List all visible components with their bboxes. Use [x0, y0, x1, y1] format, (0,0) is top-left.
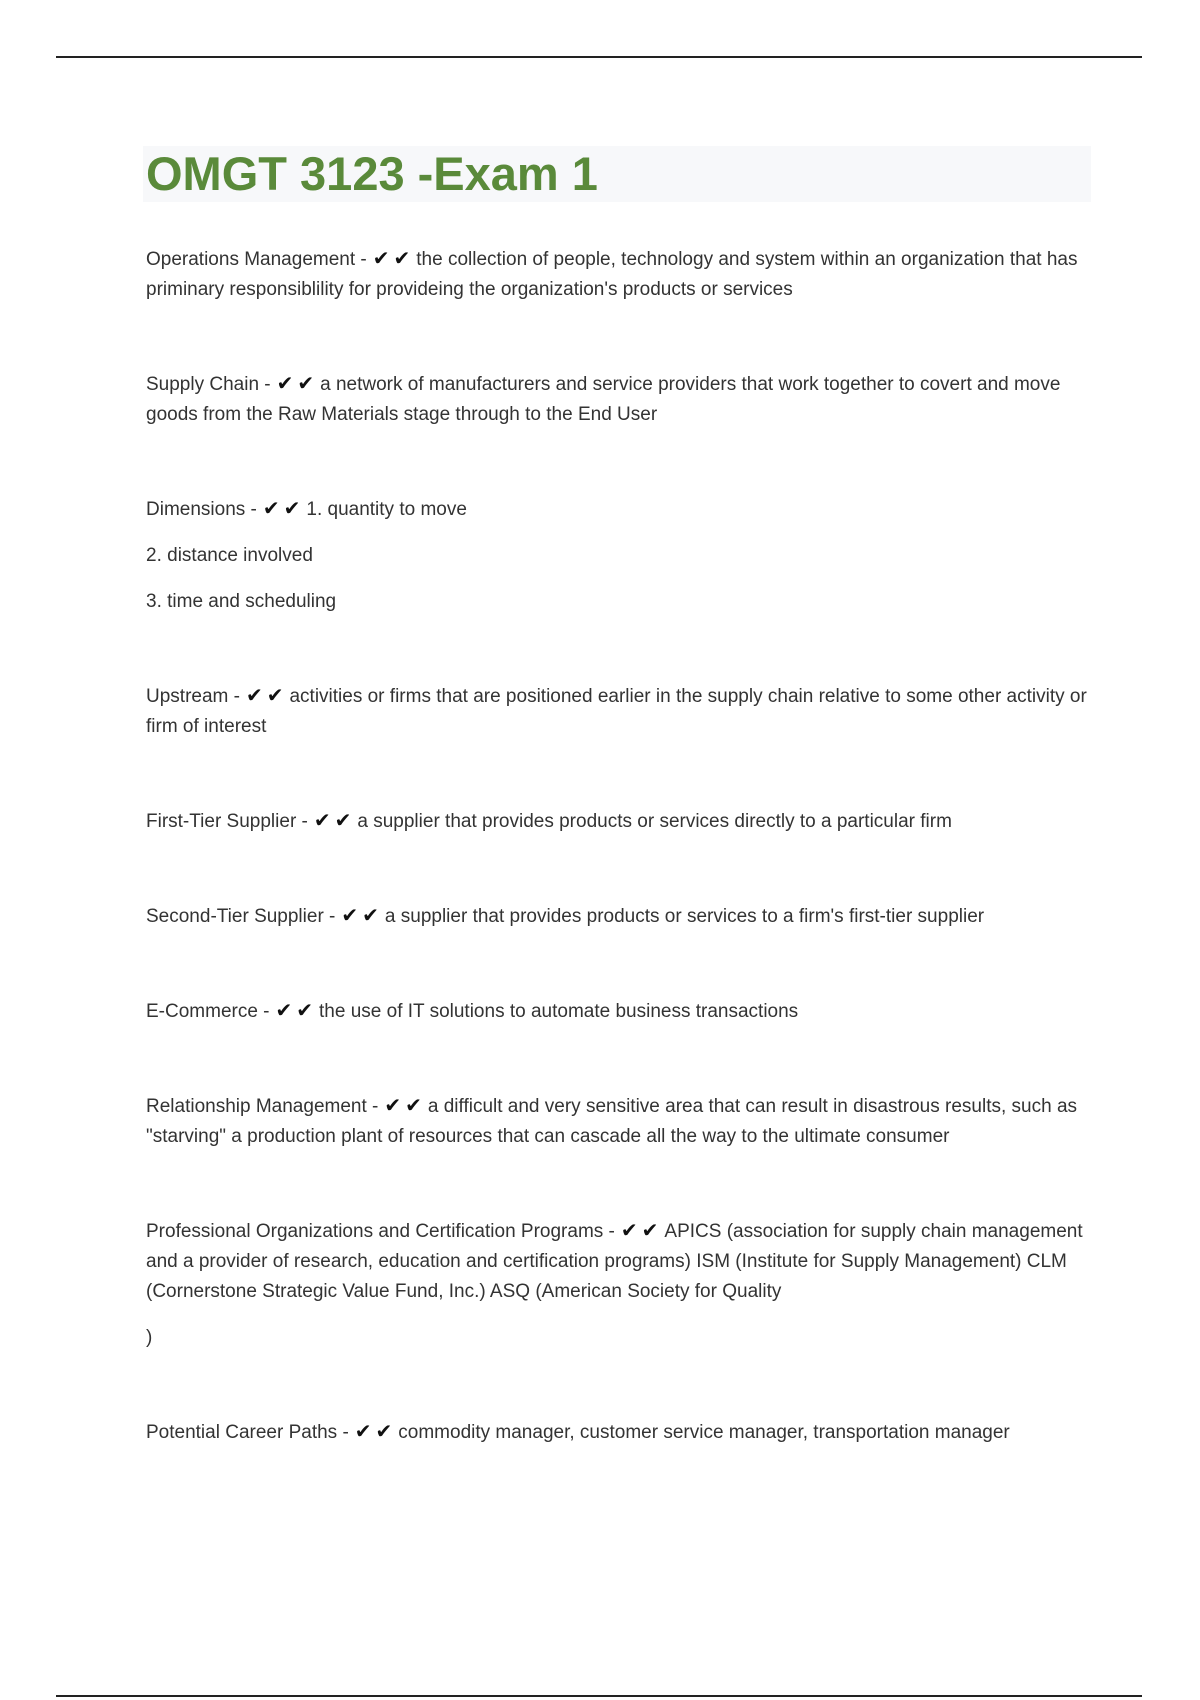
entry-term: Professional Organizations and Certification Programs -: [146, 1221, 615, 1242]
double-check-icon: ✔✔: [313, 808, 356, 832]
entry-upstream: [146, 680, 1096, 742]
double-check-icon: ✔✔: [372, 246, 415, 270]
entry-definition: the collection of people, technology and system within an organization that has priminary responsiblility for provideing the organization's products or services: [146, 249, 1078, 300]
entry-definition: activities or firms that are positioned earlier in the supply chain relative to some other activity or firm of interest: [146, 686, 1087, 737]
entry-dimensions: [146, 493, 1096, 617]
double-check-icon: ✔✔: [275, 998, 318, 1022]
entry-professional-organizations: [146, 1215, 1096, 1353]
double-check-icon: ✔✔: [620, 1218, 663, 1242]
entry-term: Second-Tier Supplier -: [146, 906, 336, 927]
double-check-icon: ✔✔: [262, 496, 305, 520]
entry-definition: a supplier that provides products or services to a firm's first-tier supplier: [384, 906, 985, 927]
entry-relationship-management: [146, 1090, 1096, 1152]
entry-term: Relationship Management -: [146, 1096, 379, 1117]
entry-term: First-Tier Supplier -: [146, 811, 308, 832]
entry-term: E-Commerce -: [146, 1001, 270, 1022]
entry-term: Dimensions -: [146, 499, 257, 520]
entry-potential-career-paths: [146, 1416, 1096, 1448]
top-rule: [56, 56, 1142, 58]
entry-e-commerce: [146, 995, 1096, 1027]
entry-definition: the use of IT solutions to automate business transactions: [319, 1001, 799, 1022]
entry-term: Supply Chain -: [146, 374, 271, 395]
entry-extra-line: 2. distance involved: [146, 545, 313, 566]
entries-list: [146, 243, 1096, 1448]
double-check-icon: ✔✔: [384, 1093, 426, 1117]
entry-definition: APICS (association for supply chain management and a provider of research, education and certification programs) ISM (Institute for Supply Management) CLM (Cornerstone Strategic Value Fund, Inc.) ASQ (American Society for Quality: [146, 1221, 1083, 1302]
entry-definition: a difficult and very sensitive area that can result in disastrous results, such as "starving" a production plant of resources that can cascade all the way to the ultimate consumer: [146, 1096, 1078, 1147]
entry-term: Potential Career Paths -: [146, 1422, 349, 1443]
entry-first-tier-supplier: [146, 805, 1096, 837]
bottom-rule: [56, 1695, 1142, 1697]
entry-extra-line: 3. time and scheduling: [146, 591, 337, 612]
entry-definition: commodity manager, customer service manager, transportation manager: [398, 1422, 1010, 1443]
entry-extra-line: ): [146, 1327, 153, 1348]
entry-definition: 1. quantity to move: [306, 499, 467, 520]
entry-term: Upstream -: [146, 686, 240, 707]
entry-definition: a supplier that provides products or services directly to a particular firm: [357, 811, 952, 832]
entry-second-tier-supplier: [146, 900, 1096, 932]
double-check-icon: ✔✔: [341, 903, 383, 927]
entry-supply-chain: [146, 368, 1096, 430]
entry-term: Operations Management -: [146, 249, 367, 270]
entry-definition: a network of manufacturers and service providers that work together to covert and move goods from the Raw Materials stage through to the End User: [146, 374, 1061, 425]
entry-operations-management: [146, 243, 1096, 305]
page-title: OMGT 3123 -Exam 1: [146, 147, 598, 200]
double-check-icon: ✔✔: [354, 1419, 397, 1443]
double-check-icon: ✔✔: [245, 683, 288, 707]
double-check-icon: ✔✔: [276, 371, 319, 395]
